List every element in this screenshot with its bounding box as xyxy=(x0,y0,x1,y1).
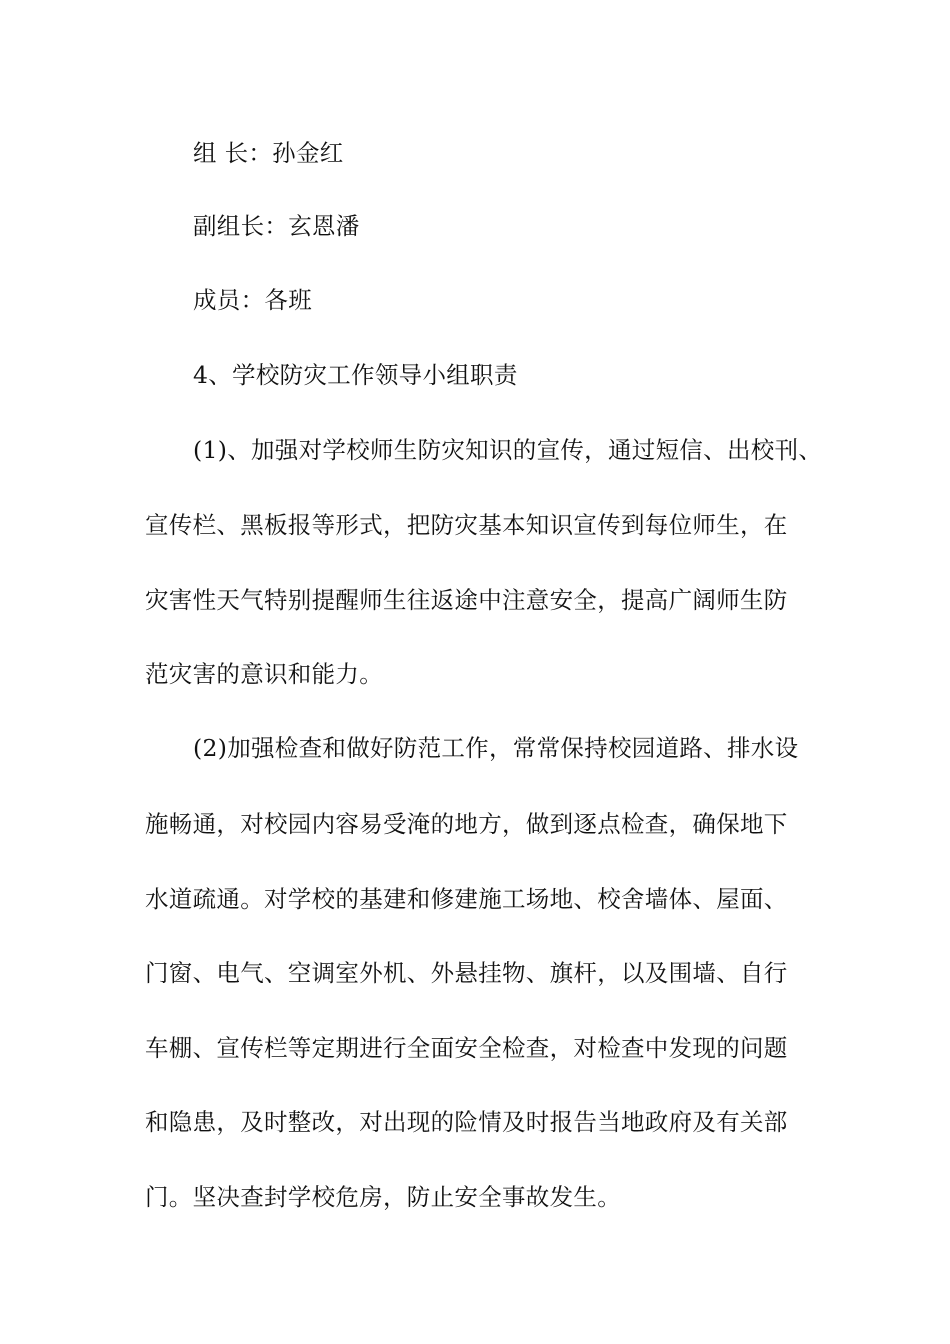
members-line: 成员：各班 xyxy=(193,286,312,314)
paragraph-2-line-6: 和隐患，及时整改，对出现的险情及时报告当地政府及有关部 xyxy=(145,1108,788,1136)
deputy-leader-line: 副组长：玄恩潘 xyxy=(193,212,360,240)
paragraph-2-line-5: 车棚、宣传栏等定期进行全面安全检查，对检查中发现的问题 xyxy=(145,1034,788,1062)
paragraph-1-line-3: 灾害性天气特别提醒师生往返途中注意安全，提高广阔师生防 xyxy=(145,586,788,614)
paragraph-2-line-7: 门。坚决查封学校危房，防止安全事故发生。 xyxy=(145,1183,621,1211)
group-leader-line: 组 长：孙金红 xyxy=(193,139,344,167)
paragraph-2-line-3: 水道疏通。对学校的基建和修建施工场地、校舍墙体、屋面、 xyxy=(145,885,788,913)
paragraph-2-line-2: 施畅通，对校园内容易受淹的地方，做到逐点检查，确保地下 xyxy=(145,810,788,838)
paragraph-2-line-1: (2)加强检查和做好防范工作，常常保持校园道路、排水设 xyxy=(193,734,799,762)
paragraph-2-line-4: 门窗、电气、空调室外机、外悬挂物、旗杆，以及围墙、自行 xyxy=(145,959,788,987)
paragraph-1-line-1: (1)、加强对学校师生防灾知识的宣传，通过短信、出校刊、 xyxy=(193,436,823,464)
section-heading: 4、学校防灾工作领导小组职责 xyxy=(193,361,518,389)
paragraph-1-line-2: 宣传栏、黑板报等形式，把防灾基本知识宣传到每位师生，在 xyxy=(145,511,788,539)
paragraph-1-line-4: 范灾害的意识和能力。 xyxy=(145,660,383,688)
